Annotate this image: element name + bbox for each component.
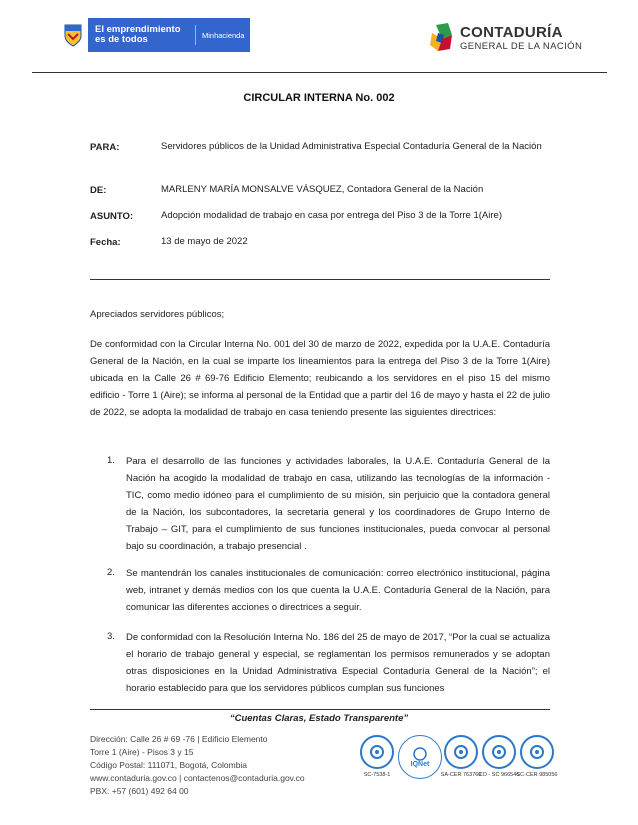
icontec-seal-icon bbox=[444, 735, 478, 769]
colombia-shield-icon bbox=[58, 18, 89, 52]
gov-slogan-line2: es de todos bbox=[95, 34, 148, 45]
footer-address-line3: Código Postal: 111071, Bogotá, Colombia bbox=[90, 760, 248, 770]
de-label: DE: bbox=[90, 185, 107, 196]
cgn-mark-icon bbox=[428, 21, 454, 55]
iqnet-seal-icon bbox=[398, 735, 442, 779]
gov-slogan bbox=[89, 25, 196, 45]
cgn-logo bbox=[428, 20, 610, 56]
greeting: Apreciados servidores públicos; bbox=[90, 309, 225, 320]
fecha-value: 13 de mayo de 2022 bbox=[161, 236, 248, 247]
para-value: Servidores públicos de la Unidad Administrativa Especial Contaduría General de la Nación bbox=[161, 141, 542, 152]
footer-phone: PBX: +57 (601) 492 64 00 bbox=[90, 786, 189, 796]
cert-label-1: SC-7538-1 bbox=[363, 772, 391, 778]
para-label: PARA: bbox=[90, 142, 120, 153]
header-divider bbox=[32, 72, 607, 73]
cgn-name-line2: GENERAL DE LA NACIÓN bbox=[460, 40, 583, 52]
footer-website-email[interactable]: www.contaduria.gov.co | contactenos@contaduria.gov.co bbox=[90, 773, 305, 783]
intro-paragraph: De conformidad con la Circular Interna No. 001 del 30 de marzo de 2022, expedida por la U.A.E. Contaduría General de la Nación, en la cual se imparte los lineamientos para la entrega del Piso 3 de la Torre 1(Aire) ubicada en la Calle 26 # 69-76 Edificio Elemento; reubicando a los servidores en el piso 15 del mismo edificio - Torre 1 (Aire); se informa al personal de la Entidad que a partir del 16 de mayo y hasta el 22 de julio de 2022, se adopta la modalidad de trabajo en casa teniendo presente las siguientes directrices: bbox=[90, 339, 550, 418]
fecha-label: Fecha: bbox=[90, 237, 121, 248]
cert-label-3: SA-CER 763760 bbox=[440, 772, 482, 778]
asunto-label: ASUNTO: bbox=[90, 211, 134, 222]
list-item-3-number: 3. bbox=[107, 631, 115, 642]
cert-label-2: IQNet bbox=[410, 760, 430, 768]
icontec-seal-icon bbox=[520, 735, 554, 769]
footer-divider bbox=[90, 709, 550, 710]
cgn-name-line1: CONTADURÍA bbox=[460, 23, 563, 41]
gov-banner bbox=[58, 18, 250, 52]
list-item-1-number: 1. bbox=[107, 455, 115, 466]
icontec-seal-icon bbox=[482, 735, 516, 769]
meta-divider bbox=[90, 279, 550, 280]
cert-label-5: SC-CER 985056 bbox=[516, 772, 558, 778]
document-title: CIRCULAR INTERNA No. 002 bbox=[243, 92, 395, 104]
asunto-value: Adopción modalidad de trabajo en casa por entrega del Piso 3 de la Torre 1(Aire) bbox=[161, 210, 502, 221]
list-item-2-number: 2. bbox=[107, 567, 115, 578]
cert-label-4: CO - SC 966546 bbox=[478, 772, 520, 778]
footer-address-line1: Dirección: Calle 26 # 69 -76 | Edificio Elemento bbox=[90, 734, 268, 744]
list-item-1-text: Para el desarrollo de las funciones y actividades laborales, la U.A.E. Contaduría General de la Nación ha acogido la modalidad de trabajo en casa, utilizando las tecnologías de la información - TIC, como medio idóneo para el cumplimiento de su misión, sin perjuicio que la contadora general de la Nación, los subcontadores, la secretaria general y los coordinadores de Grupo Interno de Trabajo – GIT, para el cumplimiento de sus funciones institucionales, pueda convocar al personal bajo su coordinación, a trabajo presencial . bbox=[126, 456, 550, 552]
list-item-3-text: De conformidad con la Resolución Interna No. 186 del 25 de mayo de 2017, “Por la cual se actualiza el horario de trabajo general y especial, se reglamentan los permisos remunerados y se adoptan otras disposiciones en la Unidad Administrativa Especial Contaduría General de la Nación”; el horario establecido para que los servidores públicos cumplan sus funciones bbox=[126, 632, 550, 694]
footer-address-line2: Torre 1 (Aire) - Pisos 3 y 15 bbox=[90, 747, 194, 757]
icontec-seal-icon bbox=[360, 735, 394, 769]
gov-slogan-line1: El emprendimiento bbox=[95, 24, 181, 35]
footer-slogan: “Cuentas Claras, Estado Transparente” bbox=[229, 713, 409, 724]
list-item-2-text: Se mantendrán los canales institucionales de comunicación: correo electrónico institucional, página web, intranet y demás medios con los que cuenta la U.A.E. Contaduría General de la Nación, para comunicar las diferentes acciones o directrices a seguir. bbox=[126, 568, 550, 613]
de-value: MARLENY MARÍA MONSALVE VÁSQUEZ, Contadora General de la Nación bbox=[161, 184, 484, 195]
ministry-label: Minhacienda bbox=[202, 30, 245, 40]
